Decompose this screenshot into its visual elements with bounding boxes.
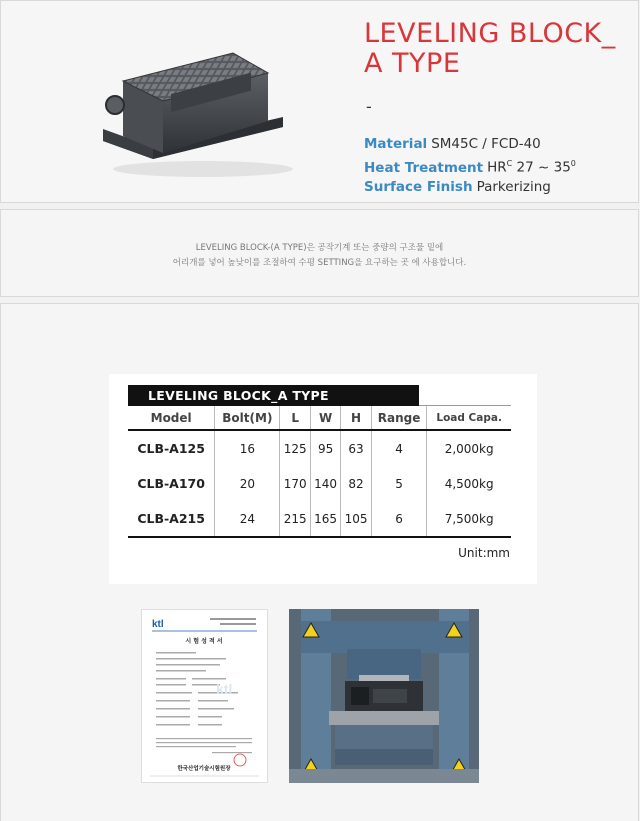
table-cell: 16 — [215, 430, 280, 466]
spec-value-mid: 27 ~ 35 — [512, 159, 571, 176]
certificate-heading: 시 험 성 적 서 — [185, 638, 223, 645]
table-header-row — [128, 406, 511, 430]
table-cell: 165 — [310, 501, 340, 537]
description-panel — [0, 209, 639, 297]
svg-text:ktl: ktl — [216, 681, 233, 697]
spec-label: Heat Treatment — [364, 159, 484, 176]
header-cell: H — [341, 406, 371, 430]
table-cell: 82 — [341, 466, 371, 501]
table-row — [128, 466, 511, 501]
table-cell: 215 — [280, 501, 310, 537]
header-cell: Range — [371, 406, 427, 430]
table-row — [128, 501, 511, 537]
table-cell: CLB-A170 — [137, 476, 205, 491]
table-cell: 125 — [280, 430, 310, 466]
description-text — [1, 241, 638, 271]
table-cell: 4,500kg — [427, 466, 511, 501]
spec-value-prefix: HR — [487, 159, 507, 176]
spec-table — [128, 406, 511, 538]
header-cell: Load Capa. — [427, 406, 511, 430]
header-cell: Model — [128, 406, 215, 430]
details-panel — [0, 303, 639, 821]
product-title-line2: A TYPE — [364, 48, 461, 79]
spec-value: Parkerizing — [476, 178, 551, 195]
header-cell: L — [280, 406, 310, 430]
table-cell: 7,500kg — [427, 501, 511, 537]
spec-value: SM45C / FCD-40 — [431, 136, 541, 152]
table-cell: 2,000kg — [427, 430, 511, 466]
spec-value-sup: C — [506, 159, 513, 168]
ktl-logo: ktl — [152, 619, 164, 630]
table-cell: 105 — [341, 501, 371, 537]
table-cell: 20 — [215, 466, 280, 501]
title-dash: - — [366, 97, 372, 116]
table-cell: 140 — [310, 466, 340, 501]
product-header-panel — [0, 0, 639, 203]
spec-label: Material — [364, 136, 428, 152]
spec-value-sup2: 0 — [570, 159, 576, 168]
spec-surface-finish — [364, 178, 576, 197]
table-cell: 5 — [371, 466, 427, 501]
certificate-drawing — [142, 610, 267, 782]
table-cell: 24 — [215, 501, 280, 537]
table-cell: 4 — [371, 430, 427, 466]
spec-label: Surface Finish — [364, 178, 473, 195]
test-certificate-image — [141, 609, 268, 783]
table-cell: CLB-A215 — [128, 501, 215, 537]
unit-label: Unit:mm — [458, 546, 510, 560]
certificate-footer: 한국산업기술시험원장 — [177, 766, 231, 772]
spec-list — [364, 135, 576, 197]
description-line1: LEVELING BLOCK-(A TYPE)은 공작기계 또는 중량의 구조물 밑에 — [195, 243, 444, 253]
header-cell: W — [310, 406, 340, 430]
table-cell: 6 — [371, 501, 427, 537]
table-cell: 63 — [341, 430, 371, 466]
header-cell: Bolt(M) — [215, 406, 280, 430]
table-cell: CLB-A125 — [137, 441, 205, 456]
leveling-block-image — [93, 41, 293, 181]
spec-material — [364, 135, 576, 154]
product-title — [364, 19, 616, 79]
description-line2: 어리개를 넣어 높낮이를 조절하여 수평 SETTING을 요구하는 곳 에 사용합니다. — [172, 258, 467, 268]
table-cell: 170 — [280, 466, 310, 501]
product-title-line1: LEVELING BLOCK_ — [364, 18, 616, 49]
spec-table-card — [109, 374, 537, 584]
table-cell: 95 — [310, 430, 340, 466]
load-test-photo — [289, 609, 479, 783]
table-row — [128, 430, 511, 466]
spec-heat-treatment — [364, 154, 576, 178]
spec-table-title: LEVELING BLOCK_A TYPE — [128, 385, 419, 406]
